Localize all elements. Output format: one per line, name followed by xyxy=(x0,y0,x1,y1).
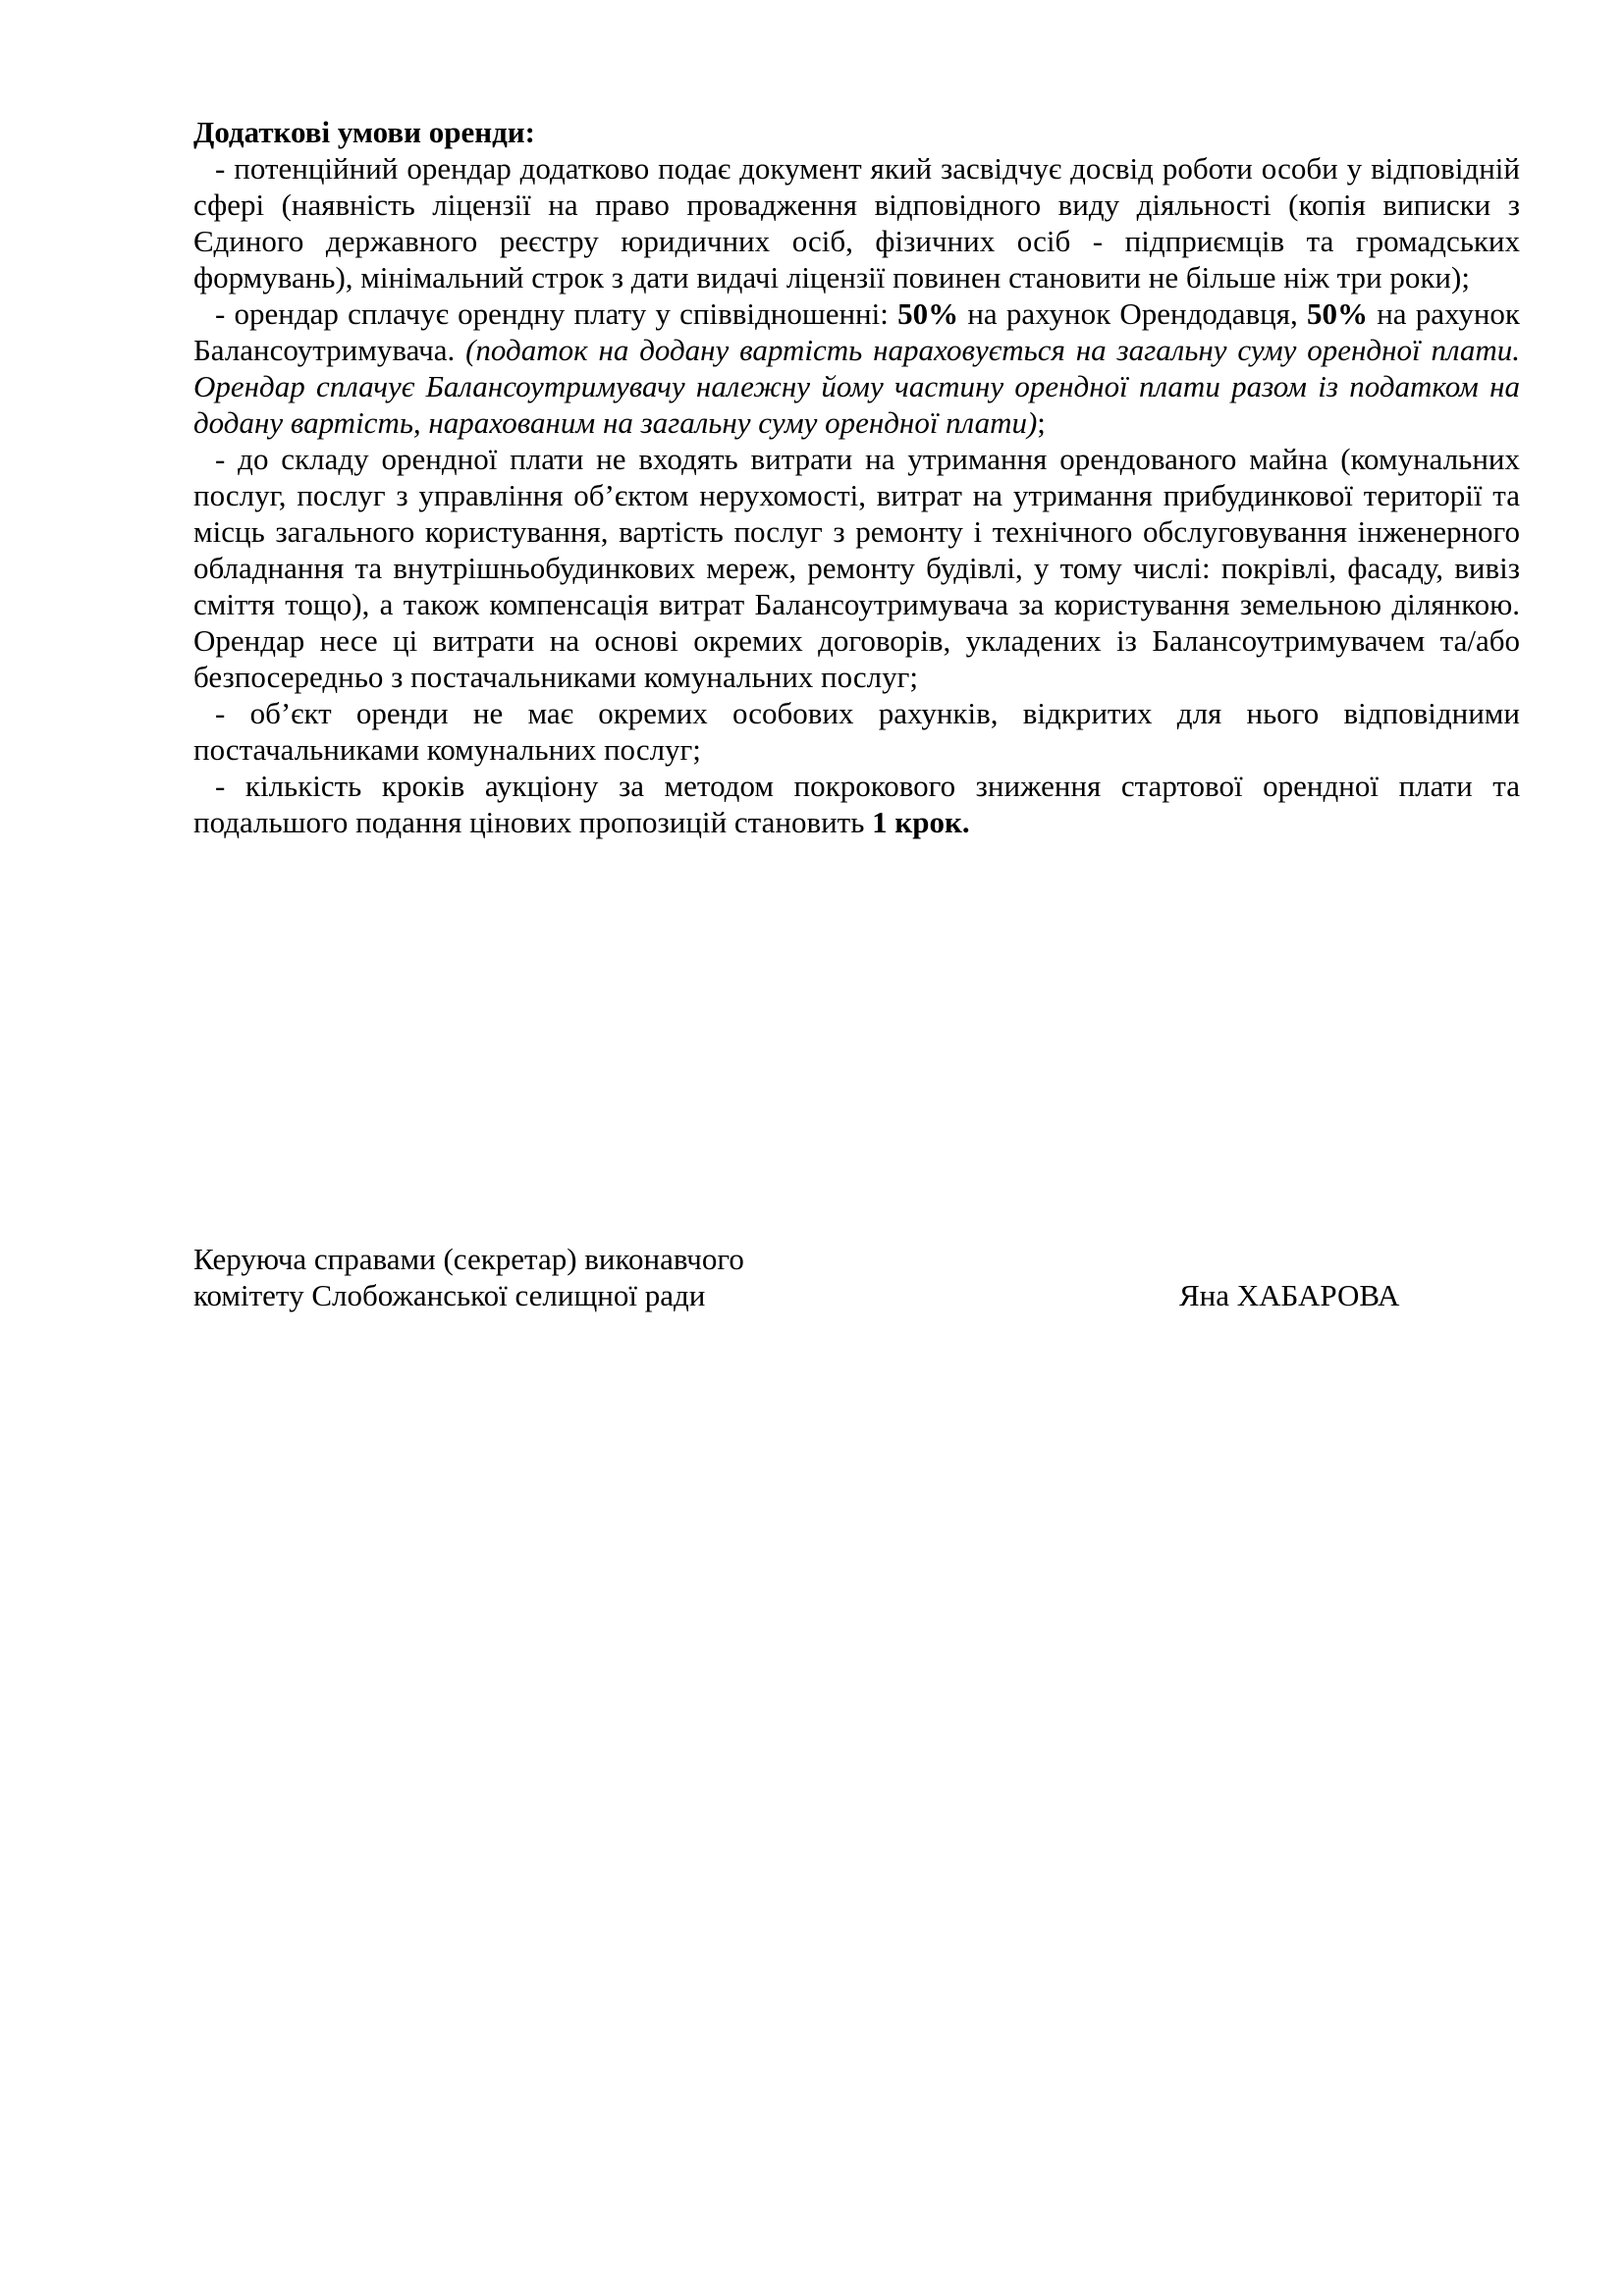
payment-percent-lessor: 50% xyxy=(897,296,959,331)
signatory-position-line1: Керуюча справами (секретар) виконавчого xyxy=(193,1242,744,1276)
paragraph-maintenance-costs: - до складу орендної плати не входять витрати на утримання орендованого майна (комунальних послуг, послуг з управління об’єктом нерухомості, витрат на утримання прибудинкової території та місць загального користування, вартість послуг з ремонту і технічного обслуговування інженерного обладнання та внутрішньобудинкових мереж, ремонту будівлі, у тому числі: покрівлі, фасаду, вивіз сміття тощо), а також компенсація витрат Балансоутримувача за користування земельною ділянкою. Орендар несе ці витрати на основі окремих договорів, укладених із Балансоутримувачем та/або безпосередньо з постачальниками комунальних послуг; xyxy=(193,442,1520,694)
section-heading: Додаткові умови оренди: xyxy=(193,115,535,149)
auction-step-count: 1 крок. xyxy=(872,805,970,839)
payment-percent-holder: 50% xyxy=(1306,296,1368,331)
paragraph-accounts: - об’єкт оренди не має окремих особових рахунків, відкритих для нього відповідними постачальниками комунальних послуг; xyxy=(193,696,1520,767)
paragraph-auction-steps xyxy=(193,768,1520,840)
signature-block xyxy=(193,1241,1520,1313)
payment-text-3: на рахунок Балансоутримувача. xyxy=(193,296,1520,367)
signatory-position-line2: комітету Слобожанської селищної ради xyxy=(193,1278,706,1312)
document-body xyxy=(193,114,1520,840)
payment-text-2: на рахунок Орендодавця, xyxy=(958,296,1307,331)
auction-text: - кількість кроків аукціону за методом покрокового зниження стартової орендної плати та подальшого подання цінових пропозицій становить xyxy=(193,769,1520,839)
payment-text-4: ; xyxy=(1037,405,1046,440)
paragraph-experience: - потенційний орендар додатково подає документ який засвідчує досвід роботи особи у відповідній сфері (наявність ліцензії на право провадження відповідного виду діяльності (копія виписки з Єдиного державного реєстру юридичних осіб, фізичних осіб - підприємців та громадських формувань), мінімальний строк з дати видачі ліцензії повинен становити не більше ніж три роки); xyxy=(193,151,1520,294)
payment-vat-note: (податок на додану вартість нараховується на загальну суму орендної плати. Орендар сплачує Балансоутримувачу належну йому частину орендної плати разом із податком на додану вартість, нарахованим на загальну суму орендної плати) xyxy=(193,333,1521,440)
paragraph-payment-split xyxy=(193,295,1520,441)
payment-text-1: - орендар сплачує орендну плату у співвідношенні: xyxy=(215,296,898,331)
signatory-name: Яна ХАБАРОВА xyxy=(1179,1278,1400,1312)
